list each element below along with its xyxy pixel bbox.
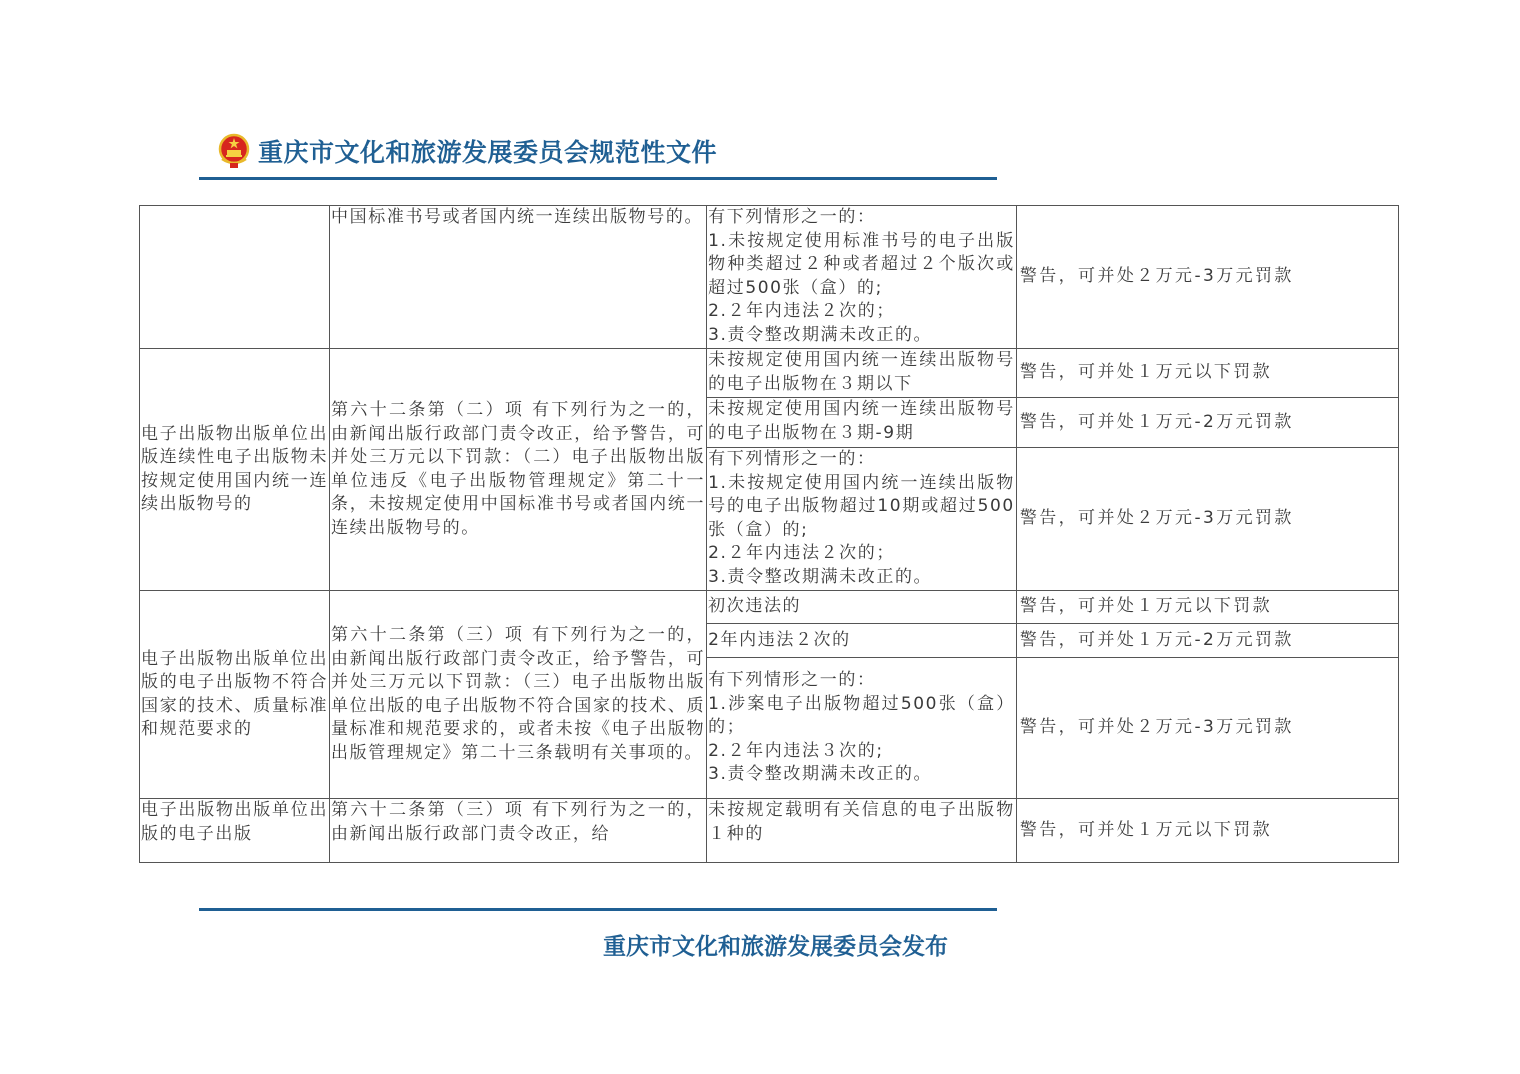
circumstance-intro: 有下列情形之一的： [708, 670, 876, 691]
circumstance-item: 3.责令整改期满未改正的。 [708, 566, 933, 587]
circumstance-cell: 未按规定载明有关信息的电子出版物１种的 [707, 799, 1017, 863]
table-row [140, 349, 1399, 398]
circumstance-cell [707, 206, 1017, 349]
national-emblem-icon [216, 132, 252, 170]
circumstance-cell: 初次违法的 [707, 591, 1017, 624]
legal-basis-cell: 第六十二条第（三）项 有下列行为之一的，由新闻出版行政部门责令改正，给 [330, 799, 707, 863]
penalty-cell: 警告，可并处１万元以下罚款 [1016, 349, 1398, 398]
circumstance-cell [707, 448, 1017, 591]
circumstance-item: 2.２年内违法３次的; [708, 740, 884, 761]
circumstance-item: 1.涉案电子出版物超过500张（盒）的； [708, 693, 1015, 738]
table-row [140, 206, 1399, 349]
penalty-cell: 警告，可并处２万元-3万元罚款 [1016, 658, 1398, 799]
violation-category-cell: 电子出版物出版单位出版连续性电子出版物未按规定使用国内统一连续出版物号的 [140, 349, 330, 591]
violation-category-cell: 电子出版物出版单位出版的电子出版 [140, 799, 330, 863]
penalty-cell: 警告，可并处１万元以下罚款 [1016, 591, 1398, 624]
table-row [140, 591, 1399, 624]
circumstance-intro: 有下列情形之一的： [708, 207, 876, 227]
legal-basis-cell: 中国标准书号或者国内统一连续出版物号的。 [330, 206, 707, 349]
circumstance-cell: 2年内违法２次的 [707, 624, 1017, 658]
legal-basis-cell: 第六十二条第（二）项 有下列行为之一的，由新闻出版行政部门责令改正，给予警告，可并处三万元以下罚款：（二）电子出版物出版单位违反《电子出版物管理规定》第二十一条，未按规定使用中国标准书号或者国内统一连续出版物号的。 [330, 349, 707, 591]
circumstance-cell: 未按规定使用国内统一连续出版物号的电子出版物在３期以下 [707, 349, 1017, 398]
circumstance-item: 3.责令整改期满未改正的。 [708, 324, 933, 345]
circumstance-intro: 有下列情形之一的： [708, 449, 876, 469]
table-row [140, 799, 1399, 863]
publisher-footer: 重庆市文化和旅游发展委员会发布 [603, 933, 948, 960]
legal-basis-cell: 第六十二条第（三）项 有下列行为之一的，由新闻出版行政部门责令改正，给予警告，可并处三万元以下罚款：（三）电子出版物出版单位出版的电子出版物不符合国家的技术、质量标准和规范要求的，或者未按《电子出版物出版管理规定》第二十三条载明有关事项的。 [330, 591, 707, 799]
penalty-cell: 警告，可并处１万元以下罚款 [1016, 799, 1398, 863]
circumstance-item: 2.２年内违法２次的； [708, 543, 895, 563]
penalty-cell: 警告，可并处２万元-3万元罚款 [1016, 448, 1398, 591]
document-header-title: 重庆市文化和旅游发展委员会规范性文件 [258, 138, 718, 167]
circumstance-item: 1.未按规定使用标准书号的电子出版物种类超过２种或者超过２个版次或超过500张（盒）的; [708, 230, 1015, 298]
circumstance-item: 3.责令整改期满未改正的。 [708, 764, 933, 785]
circumstance-cell [707, 658, 1017, 799]
footer-divider [199, 908, 997, 911]
circumstance-item: 1.未按规定使用国内统一连续出版物号的电子出版物超过10期或超过500张（盒）的; [708, 472, 1015, 540]
circumstance-cell: 未按规定使用国内统一连续出版物号的电子出版物在３期-9期 [707, 398, 1017, 448]
penalty-cell: 警告，可并处１万元-2万元罚款 [1016, 624, 1398, 658]
header-divider [199, 177, 997, 180]
penalty-cell: 警告，可并处２万元-3万元罚款 [1016, 206, 1398, 349]
violation-category-cell [140, 206, 330, 349]
circumstance-item: 2.２年内违法２次的； [708, 301, 895, 321]
penalty-cell: 警告，可并处１万元-2万元罚款 [1016, 398, 1398, 448]
penalty-standards-table [139, 205, 1399, 863]
violation-category-cell: 电子出版物出版单位出版的电子出版物不符合国家的技术、质量标准和规范要求的 [140, 591, 330, 799]
